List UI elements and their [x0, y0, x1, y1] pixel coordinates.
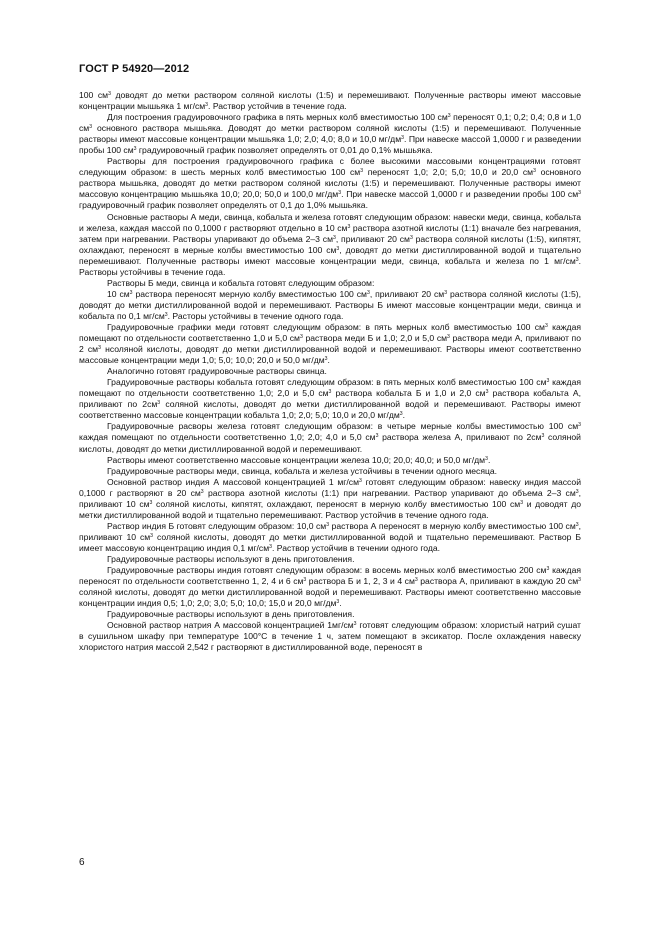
- document-body: [79, 90, 581, 653]
- paragraph: Аналогично готовят градуировочные растворы свинца.: [107, 366, 327, 377]
- paragraph: Растворы имеют соответственно массовые концентрации железа 10,0; 20,0; 40,0; и 50,0 $мг/дм^3$.: [107, 454, 491, 465]
- paragraph: Градуировочные растворы кобальта готовят следующим образом: в пять мерных колб вместимостью 100 $см^3$ каждая помещают по отдельности соответственно 1,0; 2,0 и 5,0 $см^3$ раствора кобальта Б и 1,0 и 2,0 $см^3$ раствора кобальта А, приливают по $2см^3$ соляной кислоты, доводят до метки дистиллированной водой и перемешивают. Растворы имеют соответственно массовые концентрации кобальта 1,0; 2,0; 5,0; 10,0 и 20,0 $мг/дм^3$.: [79, 377, 582, 421]
- paragraph: Основной раствор индия А массовой концентрацией 1 $мг/см^3$ готовят следующим образом: навеску индия массой 0,1000 г растворяют в 20 $см^3$ раствора азотной кислоты (1:1) при нагревании. Раствор упаривают до объема 2–3 $см^3$, приливают 10 $см^3$ соляной кислоты, кипятят, охлаждают, переносят в мерную колбу вместимостью 100 $см^3$ и доводят до метки дистиллированной водой и тщательно перемешивают. Раствор устойчив в течение одного года.: [79, 476, 582, 520]
- page-number: 6: [79, 857, 85, 868]
- paragraph: Градуировочные растворы индия готовят следующим образом: в восемь мерных колб вместимостью 200 $см^3$ каждая переносят по отдельности соответственно 1, 2, 4 и 6 $см^3$ раствора Б и 1, 2, 3 и 4 $см^3$ раствора А, приливают в каждую 20 $см^3$ соляной кислоты, доводят до метки дистиллированной водой и перемешивают. Растворы имеют соответственно массовые концентрации индия 0,5; 1,0; 2,0; 3,0; 5,0; 10,0; 15,0 и 20,0 $мг/дм^3$.: [79, 565, 581, 609]
- document-header: ГОСТ Р 54920—2012: [79, 63, 190, 75]
- paragraph: Для построения градуировочного графика в пять мерных колб вместимостью 100 $см^3$ переносят 0,1; 0,2; 0,4; 0,8 и 1,0 $см^3$ основного раствора мышьяка. Доводят до метки раствором соляной кислоты (1:5) и перемешивают. Полученные растворы имеют массовые концентрации мышьяка 1,0; 2,0; 4,0; 8,0 и 10,0 $мг/дм^3$. При навеске массой 1,0000 г и разведении пробы 100 $см^3$ градуировочный график позволяет определять от 0,01 до 0,1% мышьяка.: [79, 112, 582, 156]
- paragraph: Растворы для построения градуировочного графика с более высокими массовыми концентрациями готовят следующим образом: в шесть мерных колб вместимостью 100 $см^3$ переносят 1,0; 2,0; 5,0; 10,0 и 20,0 $см^3$ основного раствора мышьяка, доводят до метки раствором соляной кислоты (1:5) и перемешивают. Полученные растворы имеют массовую концентрацию мышьяка 10,0; 20,0; 50,0 и 100,0 $мг/дм^3$. При навеске массой 1,0000 г и разведении пробы 100 $см^3$ градуировочный график позволяет определять от 0,1 до 1,0% мышьяка.: [79, 156, 581, 211]
- paragraph: Растворы Б меди, свинца и кобальта готовят следующим образом:: [107, 277, 375, 288]
- paragraph: Раствор индия Б готовят следующим образом: 10,0 $см^3$ раствора А переносят в мерную колбу вместимостью 100 $см^3$, приливают 10 $см^3$ соляной кислоты, доводят до метки дистиллированной водой и тщательно перемешивают. Раствор Б имеет массовую концентрацию индия 0,1 $мг/см^3$. Раствор устойчив в течении одного года.: [79, 520, 582, 553]
- paragraph: Градуировочные графики меди готовят следующим образом: в пять мерных колб вместимостью 100 $см^3$ каждая помещают по отдельности соответственно 1,0 и 5,0 $см^3$ раствора меди Б и 1,0; 2,0 и 5,0 $см^3$ раствора меди А, приливают по 2 $см^3$ нсоляной кислоты, доводят до метки дистиллированной водой и перемешивают. Растворы имеют соответственно массовые концентрации меди 1,0; 5,0; 10,0; 20,0 и 50,0 $мг/дм^3$.: [79, 321, 582, 366]
- paragraph: Градуировочные растворы используют в день приготовления.: [107, 609, 355, 620]
- paragraph: 100 $см^3$ доводят до метки раствором соляной кислоты (1:5) и перемешивают. Полученные растворы имеют массовые концентрации мышьяка 1 $мг/см^3$. Раствор устойчив в течение года.: [79, 90, 581, 112]
- paragraph: 10 $см^3$ раствора переносят мерную колбу вместимостью 100 $см^3$, приливают 20 $см^3$ раствора соляной кислоты (1:5), доводят до метки дистиллированной водой и перемешивают. Растворы Б имеют массовые концентрации меди, свинца и кобальта по 0,1 $мг/см^3$. Расторы устойчивы в течение одного года.: [79, 288, 581, 321]
- paragraph: Основной раствор натрия А массовой концентрацией $1мг/см^3$ готовят следующим образом: хлористый натрий сушат в сушильном шкафу при температуре 100°С в течение 1 ч, затем помещают в эксикатор. После охлаждения навеску хлористого натрия массой 2,542 г растворяют в дистиллированной воде, переносят в: [79, 620, 581, 653]
- paragraph: Основные растворы А меди, свинца, кобальта и железа готовят следующим образом: навески меди, свинца, кобальта и железа, каждая массой по 0,1000 г растворяют отдельно в 10 $см^3$ раствора азотной кислоты (1:1) вначале без нагревания, затем при нагревании. Растворы упаривают до объема 2–3 $см^3$, приливают 20 $см^3$ раствора соляной кислоты (1:5), кипятят, охлаждают, переносят в мерные колбы вместимостью 100 $см^3$, доводят до метки дистиллированной водой и тщательно перемешивают. Полученные растворы имеют массовые концентрации меди, свинца, кобальта и железа по 1 $мг/см^3$. Растворы устойчивы в течение года.: [79, 211, 581, 277]
- paragraph: Градуировочные растворы используют в день приготовления.: [107, 553, 355, 564]
- paragraph: Градуировочные растворы меди, свинца, кобальта и железа устойчивы в течении одного месяца.: [107, 465, 498, 476]
- paragraph: Градуировочные расворы железа готовят следующим образом: в четыре мерные колбы вместимостью 100 $см^3$ каждая помещают по отдельности соответственно 1,0; 2,0; 4,0 и 5,0 $см^3$ раствора железа А, приливают по $2см^3$ соляной кислоты, доводят до метки дистиллированной водой и перемешивают.: [79, 421, 581, 454]
